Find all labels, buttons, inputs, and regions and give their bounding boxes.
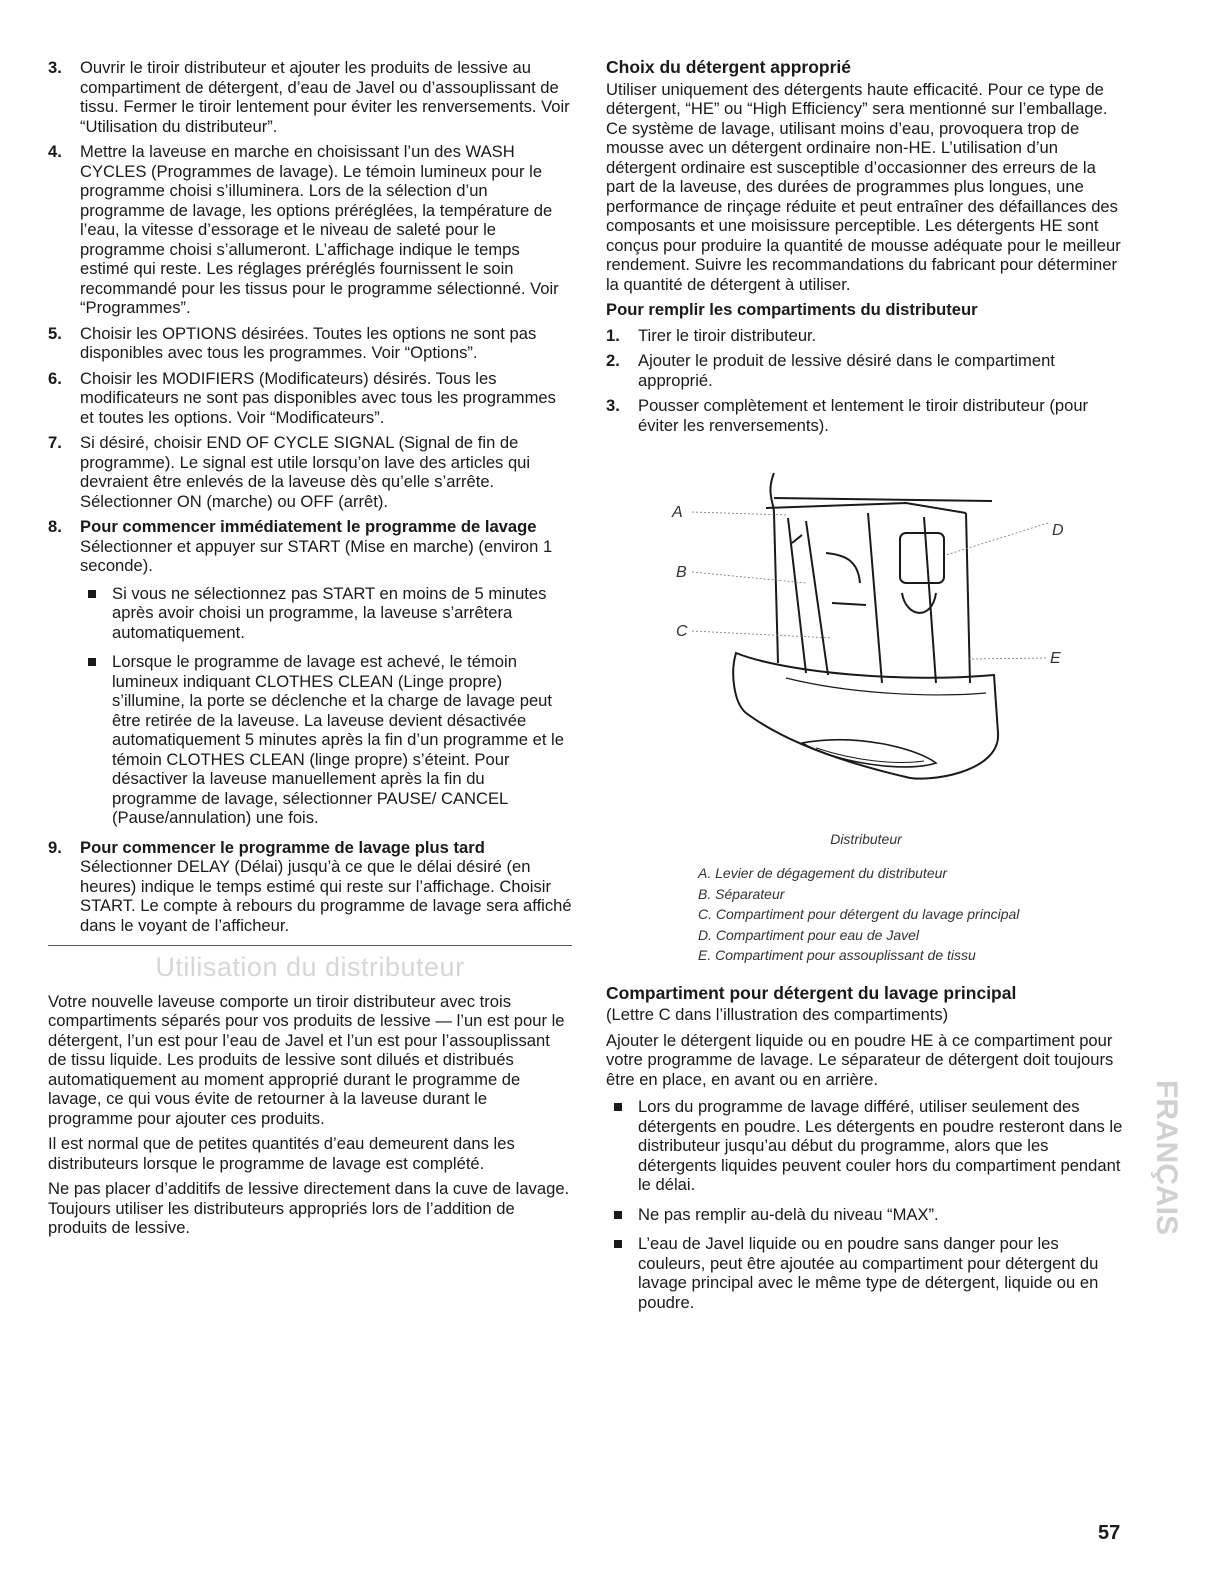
section-divider bbox=[48, 945, 572, 946]
bullet-square-icon bbox=[614, 1103, 622, 1111]
step-8-text: Sélectionner et appuyer sur START (Mise en marche) (environ 1 seconde). bbox=[80, 536, 553, 575]
step-9-text: Sélectionner DELAY (Délai) jusqu’à ce que le délai désiré (en heures) indique le temps estimé qui reste sur l’affichage. Choisir START. Le compte à rebours du programme de lavage sera affiché dans le voyant de l’afficheur. bbox=[80, 857, 572, 935]
legend-item: D. Compartiment pour eau de Javel bbox=[698, 926, 919, 943]
dispenser-illustration bbox=[606, 443, 1126, 823]
label-b: B bbox=[676, 564, 687, 581]
dispenser-figure bbox=[606, 443, 1126, 966]
step-6: 6. Choisir les MODIFIERS (Modificateurs) désirés. Tous les modificateurs ne sont pas disponibles avec tous les programmes et toutes les options. Voir “Modificateurs”. bbox=[48, 368, 556, 427]
legend-item: C. Compartiment pour détergent du lavage principal bbox=[698, 906, 1020, 922]
side-tab-francais bbox=[1142, 1080, 1183, 1350]
step-7: 7. Si désiré, choisir END OF CYCLE SIGNAL (Signal de fin de programme). Le signal est utile lorsqu’on lave des articles qui devraient être enlevés de la laveuse dès qu’elle s’arrête. Sélectionner ON (marche) ou OFF (arrêt). bbox=[48, 433, 531, 511]
step-8-bullet: Si vous ne sélectionnez pas START en moins de 5 minutes après avoir choisi un programme, la laveuse s’arrêtera automatiquement. bbox=[80, 584, 572, 643]
label-c: C bbox=[676, 623, 688, 640]
page-number: 57 bbox=[1098, 1522, 1121, 1544]
fill-step-1: 1. Tirer le tiroir distributeur. bbox=[606, 325, 817, 345]
paragraph: Utiliser uniquement des détergents haute efficacité. Pour ce type de détergent, “HE” ou “High Efficiency” sera mentionné sur l’emballage. Ce système de lavage, utilisant moins d’eau, provoquera trop de mousse avec un détergent ordinaire non-HE. L’utilisation d’un détergent ordinaire est susceptible d’occasionner des erreurs de la part de la laveuse, des durées de programmes plus longues, une performance de rinçage réduite et peut entraîner des défaillances des composants et une moisissure perceptible. Les détergents HE sont conçus pour produire la quantité de mousse adéquate pour le meilleur rendement. Suivre les recommandations du fabricant pour déterminer la quantité de détergent à utiliser. bbox=[606, 79, 1121, 294]
fill-step-3: 3. Pousser complètement et lentement le tiroir distributeur (pour éviter les renversements). bbox=[606, 396, 1089, 435]
figure-legend bbox=[606, 863, 1126, 966]
paragraph: Votre nouvelle laveuse comporte un tiroir distributeur avec trois compartiments séparés pour vos produits de lessive — l’un est pour le détergent, l’un est pour l’eau de Javel et l’un est pour l’assouplissant de tissu liquide. Les produits de lessive sont dilués et distribués automatiquement au moment approprié durant le programme de lavage, ce qui vous évite de retourner à la laveuse durant le programme pour ajouter ces produits. bbox=[48, 991, 565, 1128]
right-column bbox=[606, 58, 1126, 1322]
heading-detergent-choice: Choix du détergent approprié bbox=[606, 57, 852, 77]
main-wash-bullet: L’eau de Javel liquide ou en poudre sans danger pour les couleurs, peut être ajoutée au compartiment pour détergent du lavage principal avec le même type de détergent, liquide ou en poudre. bbox=[606, 1234, 1126, 1312]
bullet-square-icon bbox=[88, 658, 96, 666]
paragraph: Il est normal que de petites quantités d’eau demeurent dans les distributeurs lorsque le programme de lavage est complété. bbox=[48, 1134, 515, 1173]
step-8-bullet: Lorsque le programme de lavage est achevé, le témoin lumineux indiquant CLOTHES CLEAN (Linge propre) s’illumine, la porte se déclenche et la charge de lavage peut être retirée de la laveuse. La laveuse devient désactivée automatiquement 5 minutes après la fin d’un programme et le témoin CLOTHES CLEAN (linge propre) s’éteint. Pour désactiver la laveuse manuellement après la fin du programme de lavage, sélectionner PAUSE/ CANCEL (Pause/annulation) une fois. bbox=[80, 652, 572, 828]
heading-main-wash: Compartiment pour détergent du lavage principal bbox=[606, 982, 1017, 1003]
main-wash-bullet: Lors du programme de lavage différé, utiliser seulement des détergents en poudre. Les détergents en poudre resteront dans le distributeur jusqu’au début du programme, alors que les détergents liquides peuvent couler hors du compartiment pendant le délai. bbox=[606, 1097, 1126, 1195]
left-column bbox=[48, 58, 572, 1244]
step-9-title: Pour commencer le programme de lavage plus tard bbox=[80, 837, 485, 857]
fill-step-2: 2. Ajouter le produit de lessive désiré dans le compartiment approprié. bbox=[606, 351, 1055, 390]
main-wash-bullet: Ne pas remplir au-delà du niveau “MAX”. bbox=[606, 1205, 1126, 1225]
legend-item: E. Compartiment pour assouplissant de tissu bbox=[698, 947, 976, 963]
label-d: D bbox=[1052, 522, 1064, 539]
step-8-title: Pour commencer immédiatement le programme de lavage bbox=[80, 517, 537, 536]
paragraph: Ne pas placer d’additifs de lessive directement dans la cuve de lavage. Toujours utiliser les distributeurs appropriés lors de l’addition de produits de lessive. bbox=[48, 1179, 570, 1237]
heading-fill-compartments: Pour remplir les compartiments du distributeur bbox=[606, 300, 978, 319]
step-5: 5. Choisir les OPTIONS désirées. Toutes les options ne sont pas disponibles avec tous les programmes. Voir “Options”. bbox=[48, 323, 537, 362]
bullet-square-icon bbox=[88, 590, 96, 598]
step-3: 3. Ouvrir le tiroir distributeur et ajouter les produits de lessive au compartiment de détergent, d’eau de Javel ou d’assouplissant de tissu. Fermer le tiroir lentement pour éviter les renversements. Voir “Utilisation du distributeur”. bbox=[48, 58, 570, 136]
step-4: 4. Mettre la laveuse en marche en choisissant l’un des WASH CYCLES (Programmes de lavage). Le témoin lumineux pour le programme choisi s’illuminera. Lors de la sélection d’un programme de lavage, les options préréglées, la température de l’eau, la vitesse d’essorage et le niveau de saleté pour le programme choisi s’allumeront. L’affichage indique le temps estimé qui reste. Les réglages préréglés fournissent le soin recommandé pour les tissus pour le programme sélectionné. Voir “Programmes”. bbox=[48, 142, 559, 317]
label-a: A bbox=[672, 504, 683, 521]
step-9: 9. Pour commencer le programme de lavage plus tard Sélectionner DELAY (Délai) jusqu’à ce que le délai désiré (en heures) indique le temps estimé qui reste sur l’affichage. Choisir START. Le compte à rebours du programme de lavage sera affiché dans le voyant de l’afficheur. bbox=[48, 837, 572, 935]
label-e: E bbox=[1050, 650, 1061, 667]
paragraph: Ajouter le détergent liquide ou en poudre HE à ce compartiment pour votre programme de lavage. Le séparateur de détergent doit toujours être en place, en avant ou en arrière. bbox=[606, 1030, 1114, 1089]
legend-item: A. Levier de dégagement du distributeur bbox=[698, 865, 948, 881]
step-8: 8. Pour commencer immédiatement le programme de lavage Sélectionner et appuyer sur START (Mise en marche) (environ 1 seconde). Si vous ne sélectionnez pas START en moins de 5 minutes après avoir choisi un programme, la laveuse s’arrêtera automatiquement. Lorsque le programme de lavage est achevé, le témoin lumineux indiquant CLOTHES CLEAN (Linge propre) s’illumine, la porte se déclenche et la charge de lavage peut être retirée de la laveuse. La laveuse devient désactivée automatiquement 5 minutes après la fin d’un programme et le témoin CLOTHES CLEAN (linge propre) s’éteint. Pour désactiver la laveuse manuellement après la fin du programme de lavage, sélectionner PAUSE/ CANCEL (Pause/annulation) une fois. bbox=[48, 517, 572, 828]
side-tab-text: FRANÇAIS bbox=[1150, 1080, 1183, 1235]
figure-caption: Distributeur bbox=[830, 830, 902, 847]
bullet-square-icon bbox=[614, 1211, 622, 1219]
subnote: (Lettre C dans l’illustration des compartiments) bbox=[606, 1005, 949, 1024]
section-title: Utilisation du distributeur bbox=[155, 952, 465, 982]
bullet-square-icon bbox=[614, 1240, 622, 1248]
legend-item: B. Séparateur bbox=[698, 885, 785, 902]
